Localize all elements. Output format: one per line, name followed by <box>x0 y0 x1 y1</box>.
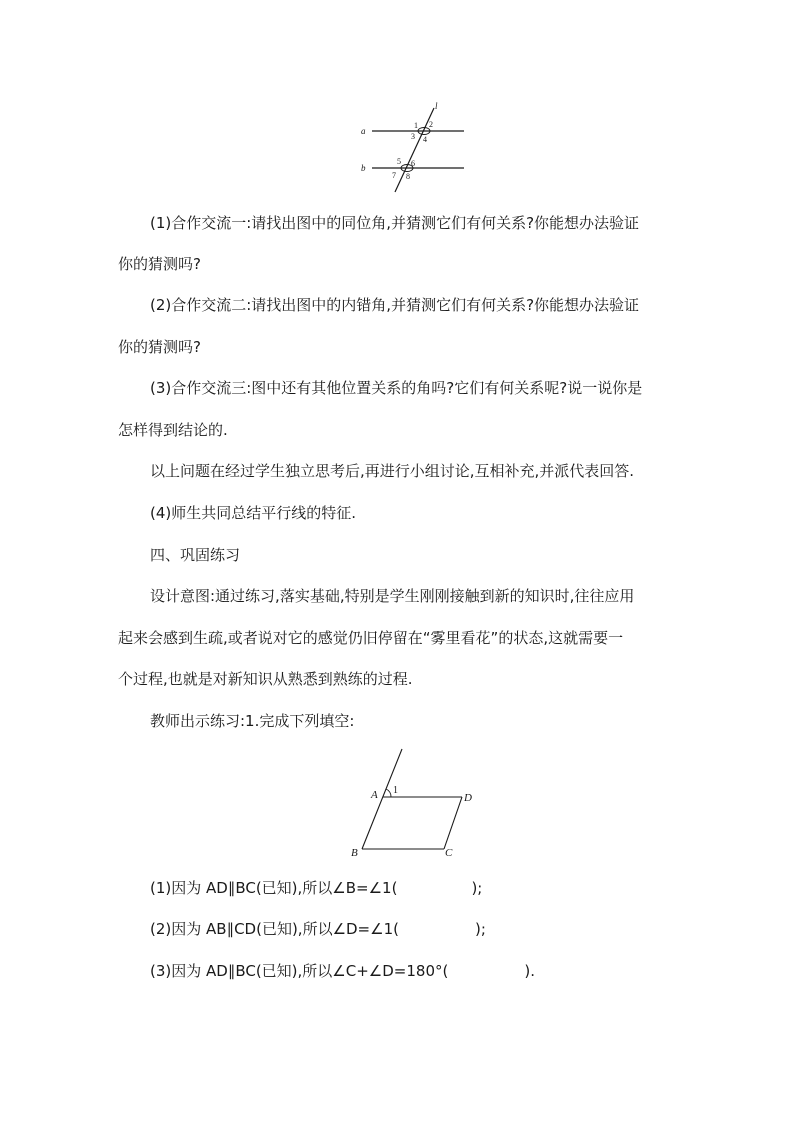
design-intent-line-2: 起来会感到生疏,或者说对它的感觉仍旧停留在“雾里看花”的状态,这就需要一 <box>118 629 624 647</box>
angle-label-4: 4 <box>423 135 427 144</box>
section-heading: 四、巩固练习 <box>150 546 241 564</box>
label-a: a <box>361 126 366 136</box>
exercise-1 <box>150 878 482 898</box>
paragraph-5: (4)师生共同总结平行线的特征. <box>150 504 357 522</box>
paragraph-1-line-1: (1)合作交流一:请找出图中的同位角,并猜测它们有何关系?你能想办法验证 <box>150 214 640 232</box>
exercise-3 <box>150 961 535 981</box>
parallel-lines-figure <box>355 100 470 195</box>
extended-side-ab <box>362 749 402 849</box>
paragraph-3-line-2: 怎样得到结论的. <box>118 421 228 439</box>
parallel-lines-diagram <box>355 100 470 195</box>
side-dc <box>444 797 462 849</box>
design-intent-line-3: 个过程,也就是对新知识从熟悉到熟练的过程. <box>118 670 413 688</box>
angle-label-2: 2 <box>429 120 433 129</box>
exercise-1-end: ); <box>471 879 483 897</box>
vertex-label-a: A <box>371 789 378 801</box>
angle-label-8: 8 <box>406 172 410 181</box>
parallelogram-diagram <box>345 745 480 860</box>
angle-label-3: 3 <box>411 132 415 141</box>
parallelogram-figure <box>345 745 480 860</box>
label-b: b <box>361 163 366 173</box>
paragraph-2-line-1: (2)合作交流二:请找出图中的内错角,并猜测它们有何关系?你能想办法验证 <box>150 296 640 314</box>
angle-label-1: 1 <box>393 785 398 796</box>
vertex-label-b: B <box>351 847 358 859</box>
exercise-intro: 教师出示练习:1.完成下列填空: <box>150 712 355 730</box>
paragraph-2-line-2: 你的猜测吗? <box>118 338 201 356</box>
angle-label-1: 1 <box>414 121 418 130</box>
exercise-2-end: ); <box>474 920 486 938</box>
angle-label-7: 7 <box>392 171 396 180</box>
label-l: l <box>435 101 438 111</box>
design-intent-line-1: 设计意图:通过练习,落实基础,特别是学生刚刚接触到新的知识时,往往应用 <box>150 587 635 605</box>
exercise-3-end: ). <box>524 962 535 980</box>
paragraph-1-line-2: 你的猜测吗? <box>118 255 201 273</box>
angle-1-arc <box>386 789 391 797</box>
paragraph-3-line-1: (3)合作交流三:图中还有其他位置关系的角吗?它们有何关系呢?说一说你是 <box>150 379 643 397</box>
exercise-2-text: (2)因为 AB∥CD(已知),所以∠D=∠1( <box>150 920 399 938</box>
exercise-3-text: (3)因为 AD∥BC(已知),所以∠C+∠D=180°( <box>150 962 449 980</box>
vertex-label-d: D <box>464 792 472 804</box>
angle-label-6: 6 <box>411 159 415 168</box>
angle-label-5: 5 <box>397 157 401 166</box>
exercise-2 <box>150 919 486 939</box>
paragraph-4: 以上问题在经过学生独立思考后,再进行小组讨论,互相补充,并派代表回答. <box>150 462 635 480</box>
vertex-label-c: C <box>445 847 453 859</box>
exercise-1-text: (1)因为 AD∥BC(已知),所以∠B=∠1( <box>150 879 398 897</box>
